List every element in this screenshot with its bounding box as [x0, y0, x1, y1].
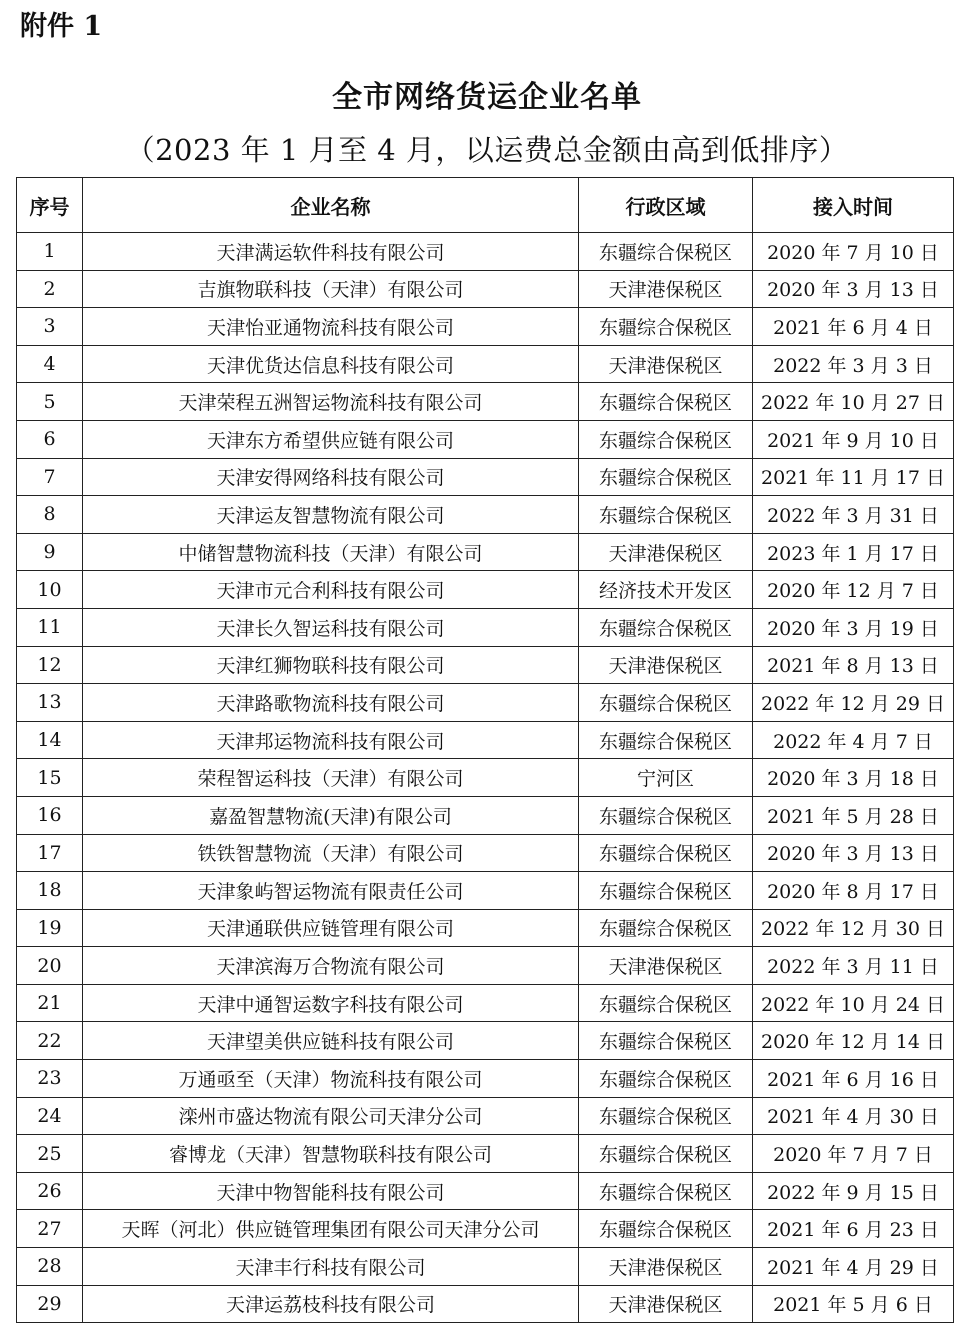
- cell-index: 28: [17, 1248, 83, 1286]
- cell-company-name: 天津丰行科技有限公司: [83, 1248, 579, 1286]
- attachment-label: 附件 1: [20, 11, 103, 42]
- table-row: [17, 1172, 954, 1210]
- cell-index: 24: [17, 1097, 83, 1135]
- table-row: [17, 1060, 954, 1098]
- cell-index: 27: [17, 1210, 83, 1248]
- table-row: [17, 496, 954, 534]
- table-row: [17, 759, 954, 797]
- cell-district: 东疆综合保税区: [579, 233, 753, 271]
- table-row: [17, 270, 954, 308]
- cell-company-name: 天津中物智能科技有限公司: [83, 1172, 579, 1210]
- cell-district: 东疆综合保税区: [579, 796, 753, 834]
- cell-company-name: 天津怡亚通物流科技有限公司: [83, 308, 579, 346]
- cell-index: 23: [17, 1060, 83, 1098]
- cell-company-name: 天津滨海万合物流有限公司: [83, 947, 579, 985]
- header-district: 行政区域: [579, 178, 753, 233]
- cell-access-date: 2022 年 3 月 11 日: [753, 947, 954, 985]
- table-body: [17, 233, 954, 1323]
- cell-access-date: 2022 年 9 月 15 日: [753, 1172, 954, 1210]
- cell-access-date: 2020 年 7 月 7 日: [753, 1135, 954, 1173]
- table-row: [17, 721, 954, 759]
- cell-district: 东疆综合保税区: [579, 872, 753, 910]
- cell-index: 25: [17, 1135, 83, 1173]
- table-row: [17, 984, 954, 1022]
- cell-index: 4: [17, 345, 83, 383]
- cell-index: 7: [17, 458, 83, 496]
- table-row: [17, 684, 954, 722]
- cell-district: 宁河区: [579, 759, 753, 797]
- cell-district: 天津港保税区: [579, 345, 753, 383]
- cell-district: 东疆综合保税区: [579, 1022, 753, 1060]
- cell-access-date: 2020 年 12 月 14 日: [753, 1022, 954, 1060]
- cell-district: 东疆综合保税区: [579, 608, 753, 646]
- header-company-name: 企业名称: [83, 178, 579, 233]
- cell-access-date: 2022 年 3 月 3 日: [753, 345, 954, 383]
- cell-index: 22: [17, 1022, 83, 1060]
- cell-index: 21: [17, 984, 83, 1022]
- cell-district: 东疆综合保税区: [579, 383, 753, 421]
- cell-access-date: 2022 年 10 月 24 日: [753, 984, 954, 1022]
- cell-company-name: 天津安得网络科技有限公司: [83, 458, 579, 496]
- cell-company-name: 万通亟至（天津）物流科技有限公司: [83, 1060, 579, 1098]
- cell-access-date: 2022 年 4 月 7 日: [753, 721, 954, 759]
- cell-access-date: 2020 年 8 月 17 日: [753, 872, 954, 910]
- cell-company-name: 天津运荔枝科技有限公司: [83, 1285, 579, 1323]
- cell-company-name: 天津东方希望供应链有限公司: [83, 420, 579, 458]
- table-row: [17, 571, 954, 609]
- cell-access-date: 2022 年 12 月 30 日: [753, 909, 954, 947]
- header-index: 序号: [17, 178, 83, 233]
- cell-district: 东疆综合保税区: [579, 834, 753, 872]
- cell-district: 东疆综合保税区: [579, 308, 753, 346]
- cell-district: 东疆综合保税区: [579, 458, 753, 496]
- cell-index: 17: [17, 834, 83, 872]
- cell-company-name: 天津中通智运数字科技有限公司: [83, 984, 579, 1022]
- cell-district: 东疆综合保税区: [579, 496, 753, 534]
- cell-company-name: 天津红狮物联科技有限公司: [83, 646, 579, 684]
- cell-index: 29: [17, 1285, 83, 1323]
- cell-company-name: 天津运友智慧物流有限公司: [83, 496, 579, 534]
- cell-company-name: 天津象屿智运物流有限责任公司: [83, 872, 579, 910]
- cell-district: 东疆综合保税区: [579, 1060, 753, 1098]
- cell-index: 8: [17, 496, 83, 534]
- cell-access-date: 2020 年 12 月 7 日: [753, 571, 954, 609]
- cell-access-date: 2021 年 4 月 30 日: [753, 1097, 954, 1135]
- cell-district: 天津港保税区: [579, 533, 753, 571]
- cell-company-name: 嘉盈智慧物流(天津)有限公司: [83, 796, 579, 834]
- cell-district: 东疆综合保税区: [579, 1097, 753, 1135]
- cell-company-name: 天津荣程五洲智运物流科技有限公司: [83, 383, 579, 421]
- cell-company-name: 铁铁智慧物流（天津）有限公司: [83, 834, 579, 872]
- cell-company-name: 天津路歌物流科技有限公司: [83, 684, 579, 722]
- cell-index: 14: [17, 721, 83, 759]
- table-header-row: [17, 178, 954, 233]
- cell-index: 26: [17, 1172, 83, 1210]
- cell-index: 13: [17, 684, 83, 722]
- cell-access-date: 2021 年 5 月 28 日: [753, 796, 954, 834]
- cell-index: 3: [17, 308, 83, 346]
- cell-index: 15: [17, 759, 83, 797]
- table-row: [17, 796, 954, 834]
- cell-access-date: 2021 年 6 月 23 日: [753, 1210, 954, 1248]
- table-row: [17, 1248, 954, 1286]
- cell-access-date: 2021 年 8 月 13 日: [753, 646, 954, 684]
- cell-access-date: 2021 年 5 月 6 日: [753, 1285, 954, 1323]
- table-row: [17, 1285, 954, 1323]
- document-subtitle: （2023 年 1 月至 4 月，以运费总金额由高到低排序）: [125, 133, 849, 167]
- cell-company-name: 天津优货达信息科技有限公司: [83, 345, 579, 383]
- cell-access-date: 2023 年 1 月 17 日: [753, 533, 954, 571]
- table-row: [17, 872, 954, 910]
- table-row: [17, 909, 954, 947]
- cell-index: 11: [17, 608, 83, 646]
- cell-index: 18: [17, 872, 83, 910]
- cell-district: 天津港保税区: [579, 947, 753, 985]
- table-row: [17, 646, 954, 684]
- cell-district: 东疆综合保税区: [579, 721, 753, 759]
- cell-company-name: 滦州市盛达物流有限公司天津分公司: [83, 1097, 579, 1135]
- enterprise-table: [16, 177, 954, 1323]
- header-access-date: 接入时间: [753, 178, 954, 233]
- cell-company-name: 天津市元合利科技有限公司: [83, 571, 579, 609]
- cell-district: 东疆综合保税区: [579, 909, 753, 947]
- table-row: [17, 383, 954, 421]
- cell-index: 16: [17, 796, 83, 834]
- cell-access-date: 2022 年 3 月 31 日: [753, 496, 954, 534]
- table-row: [17, 947, 954, 985]
- cell-company-name: 吉旗物联科技（天津）有限公司: [83, 270, 579, 308]
- cell-company-name: 中储智慧物流科技（天津）有限公司: [83, 533, 579, 571]
- cell-access-date: 2021 年 4 月 29 日: [753, 1248, 954, 1286]
- cell-access-date: 2020 年 3 月 18 日: [753, 759, 954, 797]
- cell-index: 12: [17, 646, 83, 684]
- cell-index: 6: [17, 420, 83, 458]
- table-row: [17, 458, 954, 496]
- table-row: [17, 533, 954, 571]
- cell-district: 东疆综合保税区: [579, 1172, 753, 1210]
- cell-company-name: 天晖（河北）供应链管理集团有限公司天津分公司: [83, 1210, 579, 1248]
- cell-index: 9: [17, 533, 83, 571]
- cell-district: 天津港保税区: [579, 646, 753, 684]
- cell-access-date: 2021 年 6 月 4 日: [753, 308, 954, 346]
- cell-company-name: 荣程智运科技（天津）有限公司: [83, 759, 579, 797]
- cell-index: 10: [17, 571, 83, 609]
- cell-company-name: 天津通联供应链管理有限公司: [83, 909, 579, 947]
- cell-district: 东疆综合保税区: [579, 984, 753, 1022]
- cell-access-date: 2020 年 3 月 13 日: [753, 270, 954, 308]
- table-row: [17, 608, 954, 646]
- document-title: 全市网络货运企业名单: [332, 80, 642, 115]
- cell-access-date: 2021 年 6 月 16 日: [753, 1060, 954, 1098]
- cell-district: 东疆综合保税区: [579, 1210, 753, 1248]
- table-row: [17, 1135, 954, 1173]
- cell-company-name: 天津望美供应链科技有限公司: [83, 1022, 579, 1060]
- table-row: [17, 345, 954, 383]
- cell-access-date: 2020 年 7 月 10 日: [753, 233, 954, 271]
- cell-district: 天津港保税区: [579, 270, 753, 308]
- cell-index: 20: [17, 947, 83, 985]
- cell-access-date: 2022 年 12 月 29 日: [753, 684, 954, 722]
- table-row: [17, 1022, 954, 1060]
- cell-access-date: 2022 年 10 月 27 日: [753, 383, 954, 421]
- table-row: [17, 308, 954, 346]
- table-row: [17, 420, 954, 458]
- table-row: [17, 1097, 954, 1135]
- cell-index: 1: [17, 233, 83, 271]
- cell-district: 天津港保税区: [579, 1248, 753, 1286]
- cell-access-date: 2020 年 3 月 13 日: [753, 834, 954, 872]
- cell-access-date: 2021 年 11 月 17 日: [753, 458, 954, 496]
- cell-index: 2: [17, 270, 83, 308]
- cell-district: 东疆综合保税区: [579, 420, 753, 458]
- cell-company-name: 天津长久智运科技有限公司: [83, 608, 579, 646]
- cell-company-name: 天津满运软件科技有限公司: [83, 233, 579, 271]
- cell-access-date: 2020 年 3 月 19 日: [753, 608, 954, 646]
- cell-company-name: 天津邦运物流科技有限公司: [83, 721, 579, 759]
- cell-district: 东疆综合保税区: [579, 684, 753, 722]
- table-row: [17, 1210, 954, 1248]
- cell-company-name: 睿博龙（天津）智慧物联科技有限公司: [83, 1135, 579, 1173]
- table-row: [17, 834, 954, 872]
- cell-access-date: 2021 年 9 月 10 日: [753, 420, 954, 458]
- cell-district: 经济技术开发区: [579, 571, 753, 609]
- cell-district: 东疆综合保税区: [579, 1135, 753, 1173]
- cell-index: 19: [17, 909, 83, 947]
- cell-district: 天津港保税区: [579, 1285, 753, 1323]
- cell-index: 5: [17, 383, 83, 421]
- table-row: [17, 233, 954, 271]
